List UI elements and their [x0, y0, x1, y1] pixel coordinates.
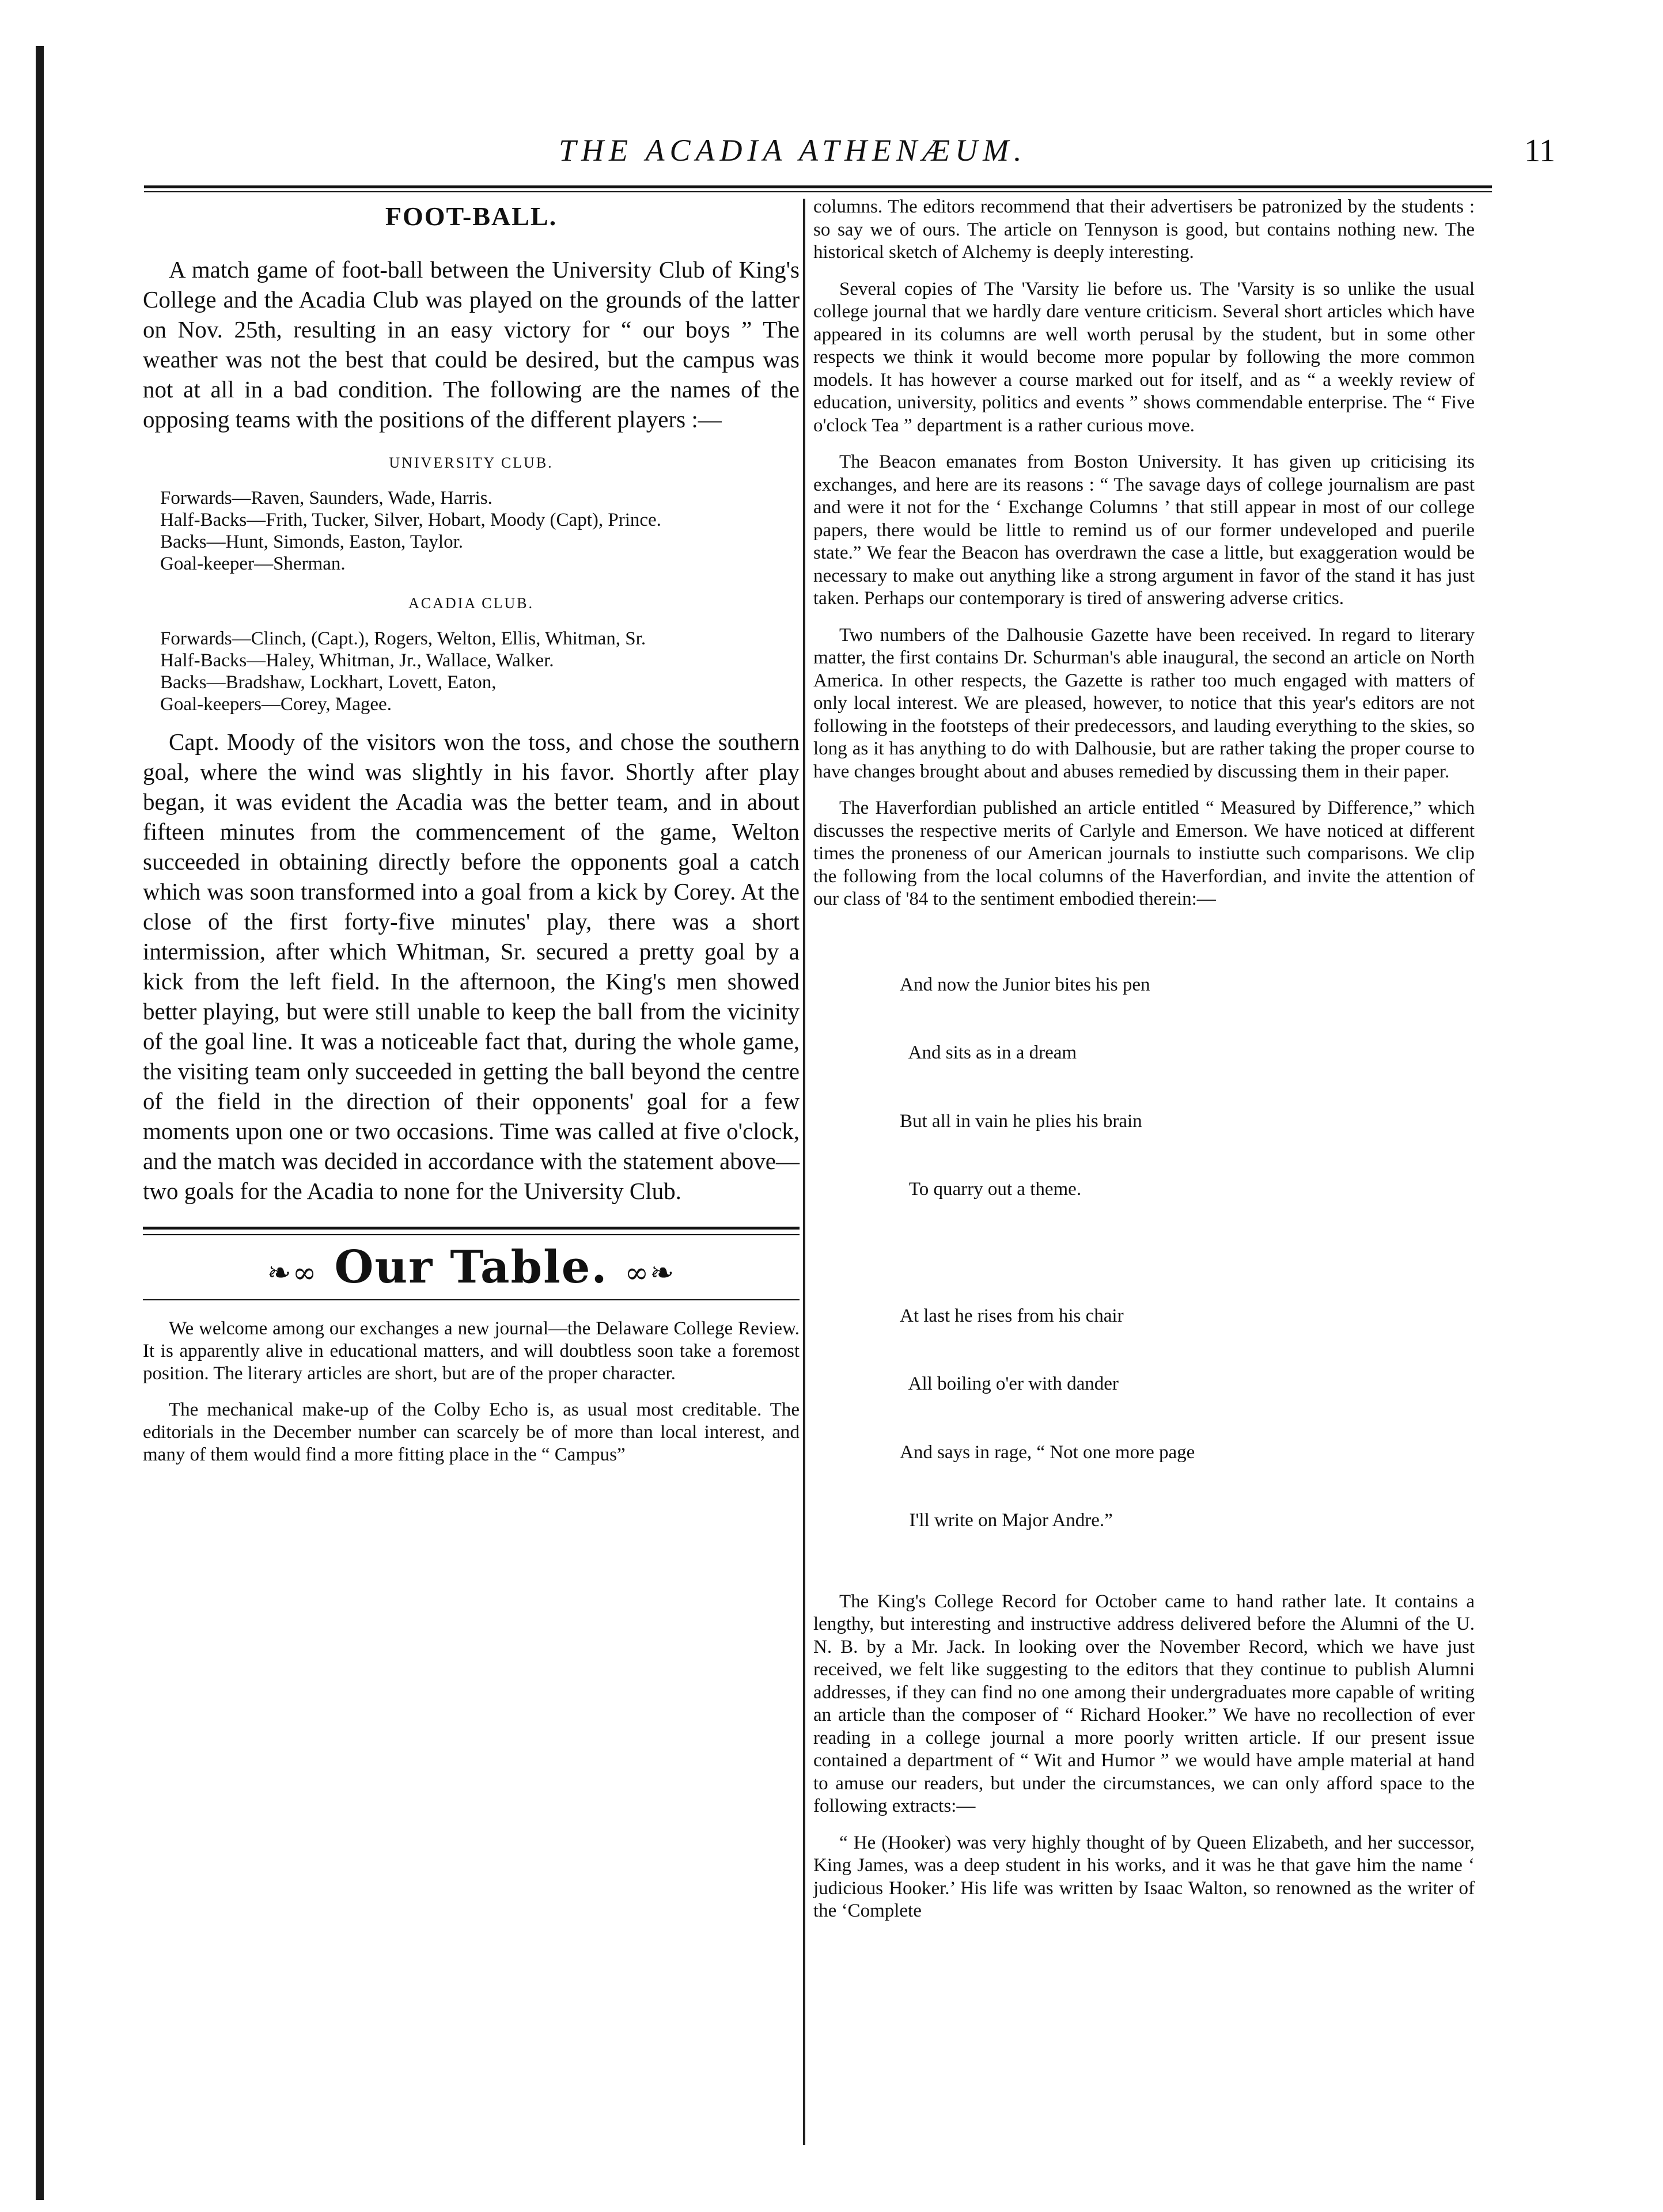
football-report: Capt. Moody of the visitors won the toss, and chose the southern goal, where the wind was slightly in his favor. Shortly after play began, it was evident the Acadia was the better team, and in about fifteen minutes from the commencement of the game, Welton succeeded in obtaining directly before the opponents goal a catch which was soon transformed into a goal from a kick by Corey. At the close of the first forty-five minutes' play, there was a short intermission, after which Whitman, Sr. secured a pretty goal by a kick from the left field. In the afternoon, the King's men showed better playing, but were still unable to keep the ball from the vicinity of the goal line. It was a noticeable fact that, during the whole game, the visiting team only succeeded in getting the ball beyond the centre of the field in the direction of their opponents' goal for a few moments upon one or two occasions. Time was called at five o'clock, and the match was decided in accordance with the statement above—two goals for the Acadia to none for the University Club.: [143, 729, 800, 1204]
page-header: [144, 132, 1555, 184]
football-heading: FOOT-BALL.: [385, 202, 558, 231]
acadia-forwards: Forwards—Clinch, (Capt.), Rogers, Welton, Ellis, Whitman, Sr.: [160, 628, 646, 649]
university-club-title: UNIVERSITY CLUB.: [389, 454, 554, 471]
university-backs: Backs—Hunt, Simonds, Easton, Taylor.: [160, 532, 463, 552]
our-table-paragraph-2: The mechanical make-up of the Colby Echo is, as usual most creditable. The editorials in the December number can scarcely be of more than local interest, and many of them would find a more fitting place in the “ Campus”: [143, 1399, 800, 1465]
exchange-paragraph-5: The Haverfordian published an article entitled “ Measured by Difference,” which discusses the respective merits of Carlyle and Emerson. We have noticed at different times the proneness of our American journals to instiutte such comparisons. We clip the following from the local columns of the Haverfordian, and invite the attention of our class of '84 to the sentiment embodied therein:—: [813, 798, 1475, 909]
poem-line: At last he rises from his chair: [900, 1305, 1124, 1326]
poem-line: And now the Junior bites his pen: [900, 974, 1150, 995]
poem-line: All boiling o'er with dander: [900, 1374, 1119, 1394]
exchange-paragraph-7: “ He (Hooker) was very highly thought of by Queen Elizabeth, and her successor, King James, was a deep student in his works, and it was he that gave him the name ‘ judicious Hooker.’ His life was written by Isaac Walton, so renowned as the writer of the ‘Complete: [813, 1832, 1475, 1921]
poem-line: And sits as in a dream: [900, 1042, 1077, 1063]
left-column: [143, 196, 800, 1472]
acadia-goal-keepers: Goal-keepers—Corey, Magee.: [160, 694, 392, 715]
university-goal-keeper: Goal-keeper—Sherman.: [160, 553, 346, 574]
poem-line: I'll write on Major Andre.”: [900, 1510, 1113, 1531]
our-table-paragraph-1: We welcome among our exchanges a new journal—the Delaware College Review. It is apparently alive in educational matters, and will doubtless soon take a foremost position. The literary articles are short, but are of the proper character.: [143, 1318, 800, 1384]
ornament-left-icon: ❧∞: [267, 1256, 318, 1289]
exchange-paragraph-3: The Beacon emanates from Boston University. It has given up criticising its exchanges, and here are its reasons : “ The savage days of college journalism are past and were it not for the ‘ Exchange Columns ’ that still appear in most of our college papers, there would be little to remind us of our former undeveloped and puerile state.” We fear the Beacon has overdrawn the case a little, but exaggeration would be necessary to make out anything like a strong argument in favor of the stand it has just taken. Perhaps our contemporary is tired of answering adverse critics.: [813, 451, 1475, 609]
poem-line: But all in vain he plies his brain: [900, 1110, 1142, 1132]
acadia-club-roster: [143, 628, 800, 715]
section-rule: [143, 1227, 800, 1230]
poem-line: To quarry out a theme.: [900, 1179, 1082, 1200]
section-rule-thin: [143, 1299, 800, 1300]
running-title: THE ACADIA ATHENÆUM.: [559, 133, 1027, 168]
exchange-paragraph-6: The King's College Record for October came to hand rather late. It contains a lengthy, but interesting and instructive address delivered before the Alumni of the U. N. B. by a Mr. Jack. In looking over the November Record, which we have just received, we felt like suggesting to the editors that they continue to publish Alumni addresses, if they can find no one among their undergraduates more capable of writing an article than the composer of “ Richard Hooker.” We have no recollection of ever reading in a college journal a more poorly written article. If our present issue contained a department of “ Wit and Humor ” we would have ample material at hand to amuse our readers, but under the circumstances, we can only afford space to the following extracts:—: [813, 1591, 1475, 1816]
exchange-paragraph-1: columns. The editors recommend that their advertisers be patronized by the students : so say we of ours. The article on Tennyson is good, but contains nothing new. The historical sketch of Alchemy is deeply interesting.: [813, 196, 1475, 263]
poem-stanza-1: [900, 928, 1475, 1247]
header-rule-thin: [144, 191, 1492, 192]
acadia-half-backs: Half-Backs—Haley, Whitman, Jr., Wallace, Walker.: [160, 650, 554, 671]
our-table-heading: [143, 1241, 800, 1293]
right-column: [813, 196, 1475, 1929]
exchange-paragraph-4: Two numbers of the Dalhousie Gazette have been received. In regard to literary matter, the first contains Dr. Schurman's able inaugural, the second an article on North America. In other respects, the Gazette is rather too much engaged with matters of only local interest. We are pleased, however, to notice that this year's editors are not following in the footsteps of their predecessors, and lauding everything to the skies, so long as it has anything to do with Dalhousie, but are rather taking the proper course to have changes brought about and abuses remedied by discussing them in their paper.: [813, 624, 1475, 782]
acadia-backs: Backs—Bradshaw, Lockhart, Lovett, Eaton,: [160, 672, 497, 693]
ornament-right-icon: ∞❧: [624, 1256, 676, 1289]
page-number: 11: [1524, 133, 1555, 169]
header-rule: [144, 185, 1492, 188]
section-rule-thin: [143, 1234, 800, 1235]
poem-stanza-2: [900, 1259, 1475, 1578]
poem: [900, 928, 1475, 1578]
acadia-club-title: ACADIA CLUB.: [408, 595, 534, 612]
our-table-title: Our Table.: [334, 1241, 608, 1293]
column-divider: [803, 199, 805, 2145]
university-club-roster: [143, 487, 800, 575]
university-half-backs: Half-Backs—Frith, Tucker, Silver, Hobart, Moody (Capt), Prince.: [160, 510, 661, 530]
exchange-paragraph-2: Several copies of The 'Varsity lie before us. The 'Varsity is so unlike the usual college journal that we hardly dare venture criticism. Several short articles which have appeared in its columns are well worth perusal by the student, but in some other respects we think it would become more popular by following the more common models. It has however a course marked out for itself, and as “ a weekly review of education, university, politics and events ” shows commendable enterprise. The “ Five o'clock Tea ” department is a rather curious move.: [813, 278, 1475, 436]
university-forwards: Forwards—Raven, Saunders, Wade, Harris.: [160, 488, 493, 509]
poem-line: And says in rage, “ Not one more page: [900, 1441, 1195, 1463]
binding-edge: [36, 46, 44, 2200]
football-intro: A match game of foot-ball between the University Club of King's College and the Acadia Club was played on the grounds of the latter on Nov. 25th, resulting in an easy victory for “ our boys ” The weather was not the best that could be desired, but the campus was not at all in a bad condition. The following are the names of the opposing teams with the positions of the different players :—: [143, 256, 800, 432]
